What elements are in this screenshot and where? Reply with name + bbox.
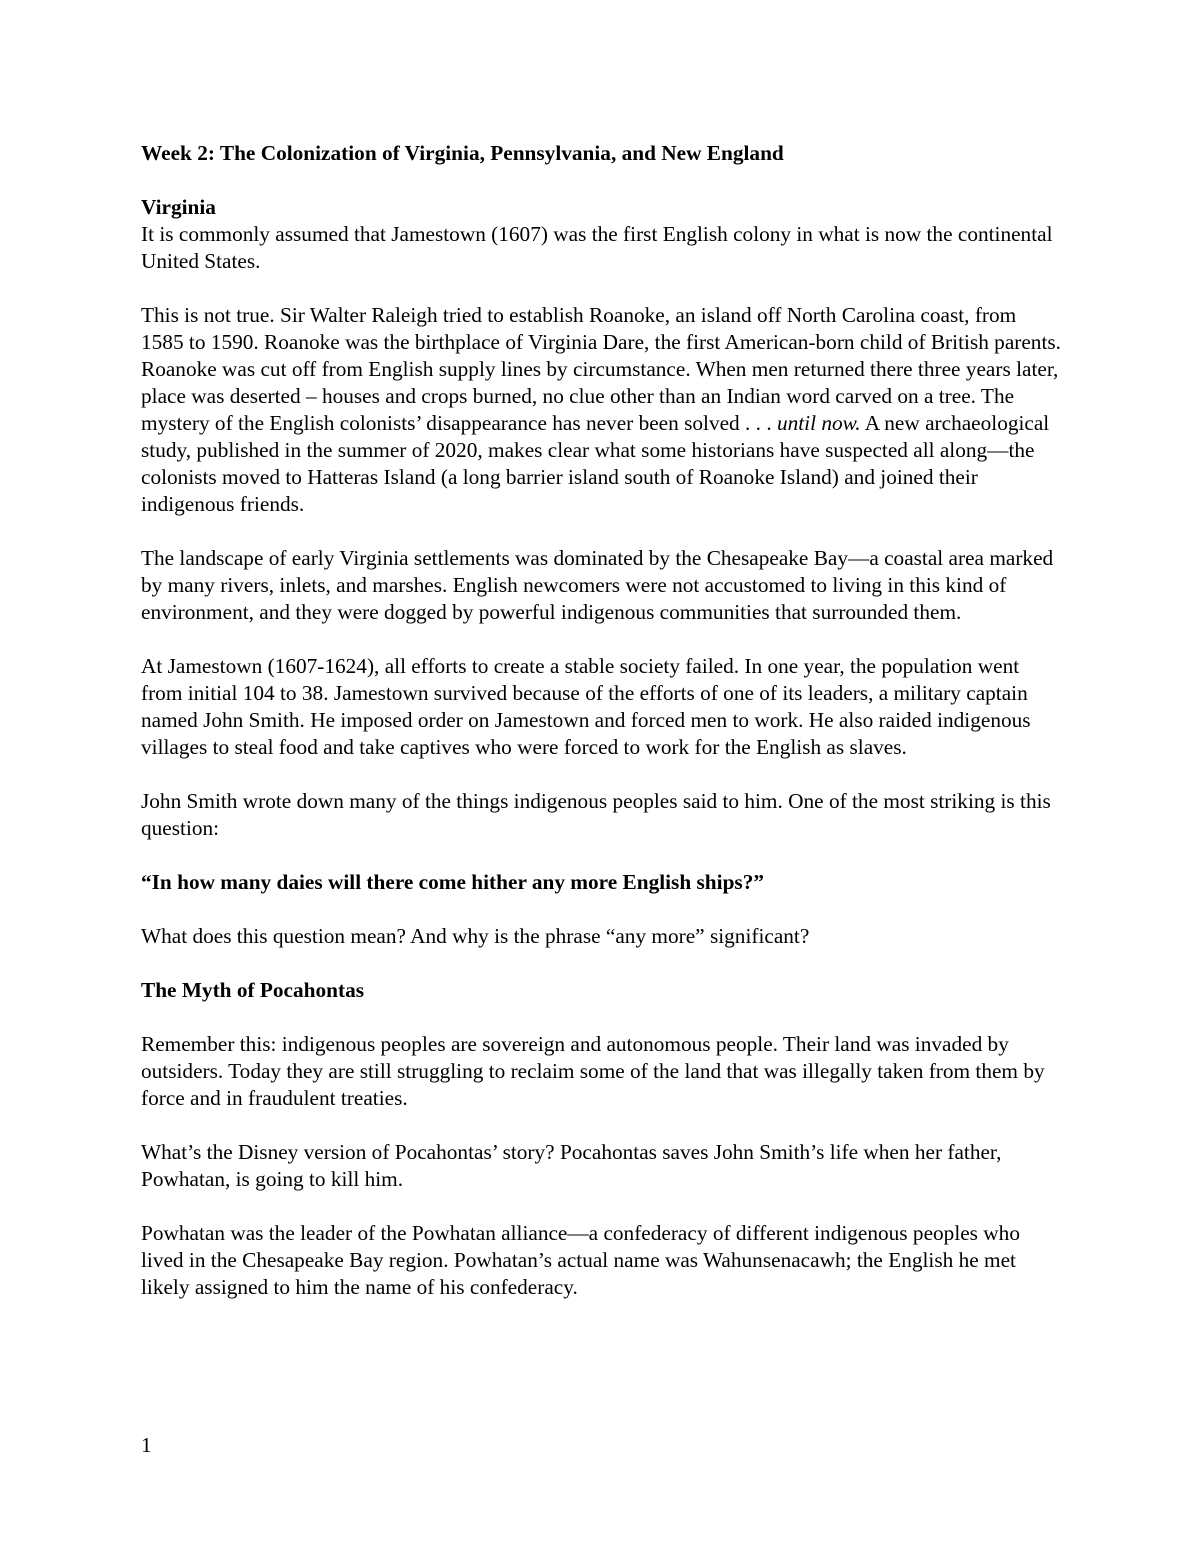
- paragraph-powhatan: Powhatan was the leader of the Powhatan alliance—a confederacy of different indigenous peoples who lived in the Chesapeake Bay region. Powhatan’s actual name was Wahunsenacawh; the English he met likely assigned to him the name of his confederacy.: [141, 1221, 1020, 1299]
- document-title: Week 2: The Colonization of Virginia, Pennsylvania, and New England: [141, 141, 784, 165]
- section-heading-pocahontas: The Myth of Pocahontas: [141, 978, 365, 1002]
- paragraph-roanoke-italic: until now.: [776, 411, 861, 435]
- paragraph-jamestown-survival: At Jamestown (1607-1624), all efforts to create a stable society failed. In one year, the population went from initial 104 to 38. Jamestown survived because of the efforts of one of its leaders, a military captain named John Smith. He imposed order on Jamestown and forced men to work. He also raided indigenous villages to steal food and take captives who were forced to work for the English as slaves.: [141, 654, 1031, 759]
- paragraph-jamestown-assumption: It is commonly assumed that Jamestown (1607) was the first English colony in what is now the continental United States.: [141, 222, 1053, 273]
- section-heading-virginia: Virginia: [141, 195, 216, 219]
- quote-english-ships: “In how many daies will there come hither any more English ships?”: [141, 870, 764, 894]
- paragraph-roanoke-text-b: A new archaeological study, published in the summer of 2020, makes clear what some historians have suspected all along—the colonists moved to Hatteras Island (a long barrier island south of Roanoke Island) and joined their indigenous friends.: [141, 411, 1050, 516]
- paragraph-chesapeake-landscape: The landscape of early Virginia settlements was dominated by the Chesapeake Bay—a coastal area marked by many rivers, inlets, and marshes. English newcomers were not accustomed to living in this kind of environment, and they were dogged by powerful indigenous communities that surrounded them.: [141, 546, 1054, 624]
- page-number: 1: [141, 1433, 152, 1457]
- paragraph-roanoke-text-a: This is not true. Sir Walter Raleigh tried to establish Roanoke, an island off North Carolina coast, from 1585 to 1590. Roanoke was the birthplace of Virginia Dare, the first American-born child of British parents. Roanoke was cut off from English supply lines by circumstance. When men returned there three years later, place was deserted – houses and crops burned, no clue other than an Indian word carved on a tree. The mystery of the English colonists’ disappearance has never been solved . . .: [141, 303, 1061, 435]
- paragraph-sovereignty: Remember this: indigenous peoples are sovereign and autonomous people. Their land was invaded by outsiders. Today they are still struggling to reclaim some of the land that was illegally taken from them by force and in fraudulent treaties.: [141, 1032, 1045, 1110]
- paragraph-disney-version: What’s the Disney version of Pocahontas’ story? Pocahontas saves John Smith’s life when her father, Powhatan, is going to kill him.: [141, 1140, 1002, 1191]
- paragraph-question-meaning: What does this question mean? And why is the phrase “any more” significant?: [141, 924, 810, 948]
- paragraph-roanoke: [141, 302, 1061, 518]
- document-page: [141, 140, 1061, 1301]
- paragraph-john-smith-question: John Smith wrote down many of the things indigenous peoples said to him. One of the most striking is this question:: [141, 789, 1051, 840]
